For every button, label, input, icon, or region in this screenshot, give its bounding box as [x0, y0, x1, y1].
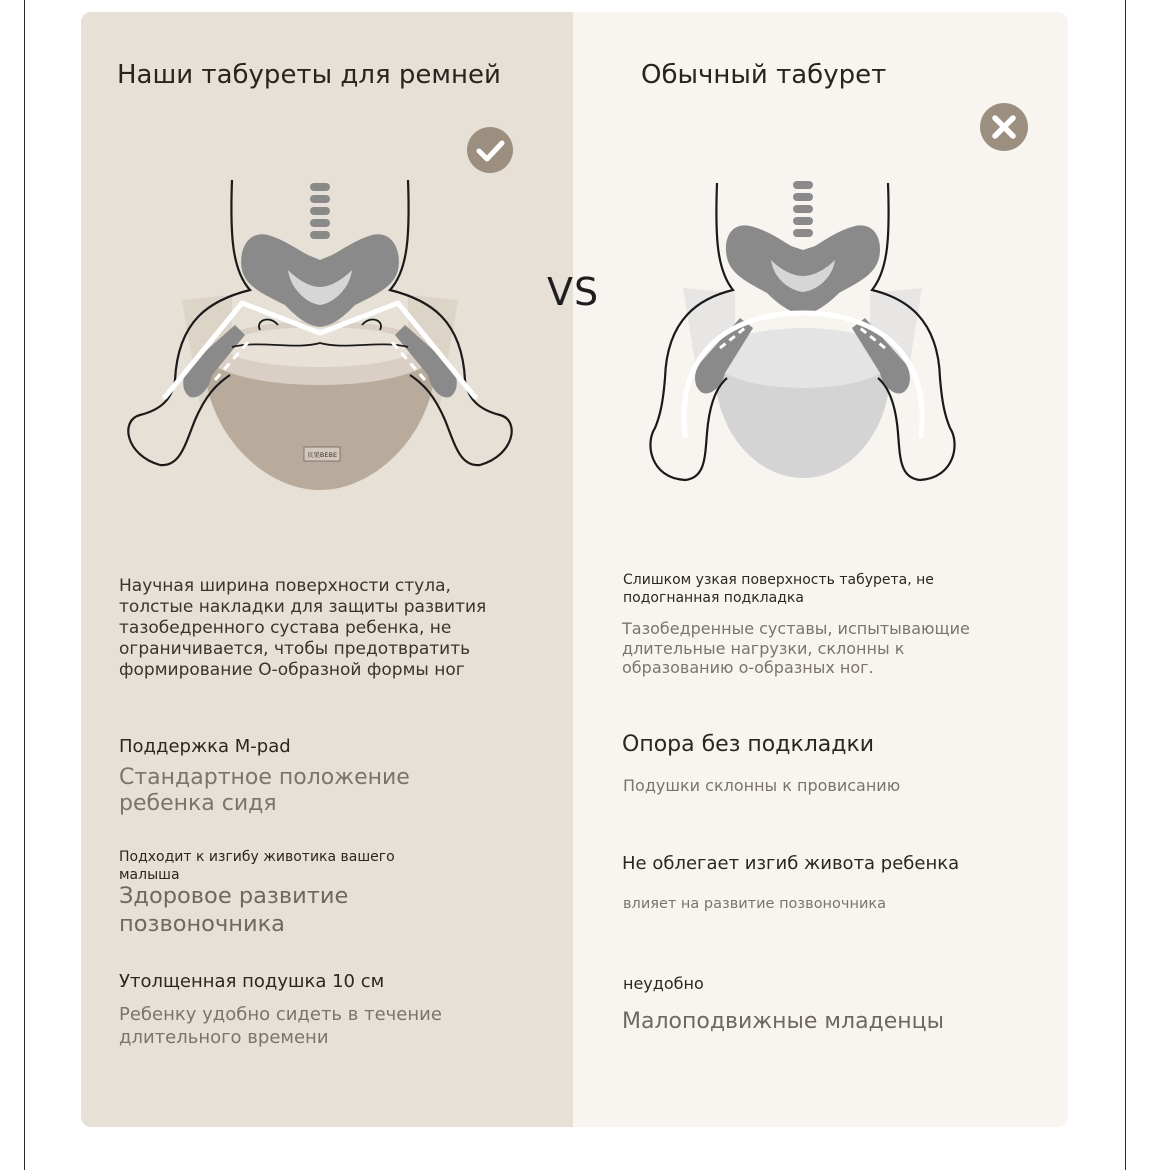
left-title: Наши табуреты для ремней: [117, 60, 501, 90]
left-hip-illustration: [120, 175, 525, 500]
left-feature-heading-2: Подходит к изгибу животика вашего малыша: [119, 849, 395, 883]
left-intro-text: Научная ширина поверхности стула, толстые накладки для защиты развития тазобедренного сустава ребенка, не ограничивается, чтобы предотвратить формирование О-образной формы ног: [119, 576, 487, 680]
left-feature-heading-1: Поддержка M-pad: [119, 736, 291, 757]
right-border-line: [1125, 0, 1126, 1170]
cross-icon: [979, 102, 1029, 152]
right-hip-illustration: [645, 178, 960, 488]
right-feature-heading-1: Опора без подкладки: [622, 732, 875, 757]
left-border-line: [24, 0, 25, 1170]
checkmark-icon: [466, 126, 514, 174]
left-feature-text-1: Стандартное положение ребенка сидя: [119, 765, 410, 816]
left-feature-text-3: Ребенку удобно сидеть в течение длительного времени: [119, 1004, 442, 1048]
right-intro-heading: Слишком узкая поверхность табурета, не подогнанная подкладка: [623, 572, 934, 606]
stool-logo-label: 贝果BEBE: [306, 451, 338, 459]
left-feature-text-2: Здоровое развитие позвоночника: [119, 883, 349, 937]
right-feature-heading-2: Не облегает изгиб живота ребенка: [622, 853, 960, 874]
right-feature-text-2: влияет на развитие позвоночника: [623, 896, 887, 912]
right-feature-heading-3: неудобно: [623, 974, 704, 993]
left-feature-heading-3: Утолщенная подушка 10 см: [119, 971, 385, 992]
right-feature-text-1: Подушки склонны к провисанию: [623, 776, 901, 795]
right-feature-text-3: Малоподвижные младенцы: [622, 1009, 945, 1034]
right-intro-text: Тазобедренные суставы, испытывающие длительные нагрузки, склонны к образованию о-образных ног.: [622, 619, 970, 677]
right-title: Обычный табурет: [641, 60, 887, 90]
vs-label: VS: [547, 270, 600, 314]
